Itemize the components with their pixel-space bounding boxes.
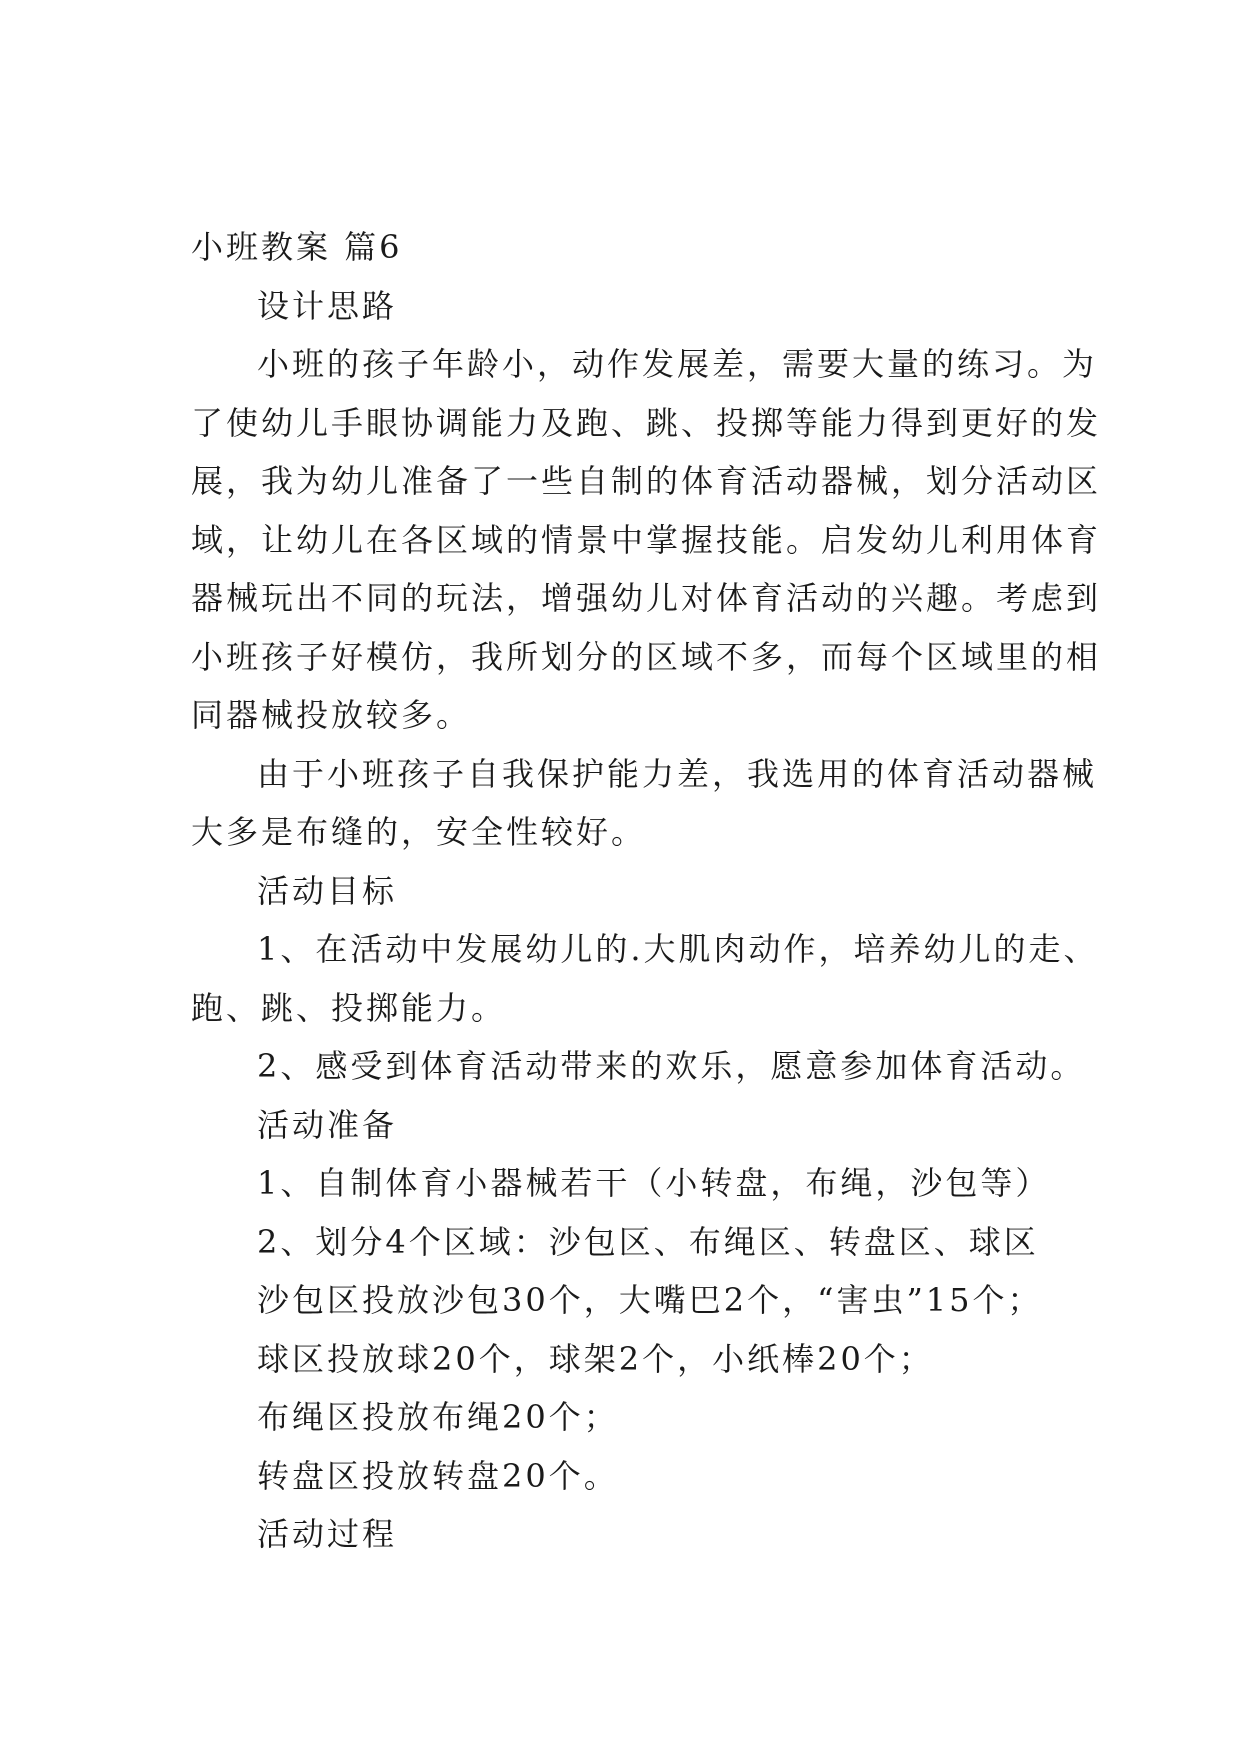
- paragraph-goal-1: [191, 920, 1099, 1037]
- text-line: 同器械投放较多。: [191, 696, 472, 734]
- text-line: 小班的孩子年龄小，动作发展差，需要大量的练习。为: [257, 345, 1098, 383]
- list-item: 布绳区投放布绳20个；: [257, 1398, 619, 1436]
- list-item: 1、自制体育小器械若干（小转盘，布绳，沙包等）: [257, 1164, 1051, 1202]
- list-item: 2、划分4个区域：沙包区、布绳区、转盘区、球区: [257, 1222, 1039, 1261]
- text-line: 由于小班孩子自我保护能力差，我选用的体育活动器械: [257, 754, 1098, 793]
- list-item: 沙包区投放沙包30个，大嘴巴2个，“害虫”15个；: [257, 1281, 1043, 1319]
- text-line: 器械玩出不同的玩法，增强幼儿对体育活动的兴趣。考虑到: [191, 579, 1102, 617]
- paragraph-design-1: [191, 335, 1102, 745]
- section-heading-process: 活动过程: [257, 1515, 398, 1553]
- list-item: 转盘区投放转盘20个。: [257, 1456, 619, 1495]
- paragraph-design-2: [191, 745, 1098, 862]
- section-heading-preparation: 活动准备: [257, 1105, 398, 1144]
- section-heading-design: 设计思路: [257, 286, 398, 325]
- text-line: 了使幼儿手眼协调能力及跑、跳、投掷等能力得到更好的发: [191, 403, 1102, 442]
- section-heading-goals: 活动目标: [257, 871, 398, 910]
- text-line: 展，我为幼儿准备了一些自制的体育活动器械，划分活动区: [191, 462, 1102, 500]
- text-line: 1、在活动中发展幼儿的.大肌肉动作，培养幼儿的走、: [257, 930, 1099, 968]
- text-line: 2、感受到体育活动带来的欢乐，愿意参加体育活动。: [257, 1047, 1086, 1085]
- text-line: 小班孩子好模仿，我所划分的区域不多，而每个区域里的相: [191, 637, 1102, 676]
- preparation-list: [191, 1154, 1071, 1505]
- list-item: 球区投放球20个，球架2个，小纸棒20个；: [257, 1339, 934, 1378]
- text-line: 跑、跳、投掷能力。: [191, 988, 507, 1027]
- document-body: [191, 218, 1102, 1564]
- text-line: 域，让幼儿在各区域的情景中掌握技能。启发幼儿利用体育: [191, 520, 1102, 559]
- document-title: 小班教案 篇6: [191, 228, 403, 266]
- text-line: 大多是布缝的，安全性较好。: [191, 813, 647, 851]
- paragraph-goal-2: [191, 1037, 1086, 1096]
